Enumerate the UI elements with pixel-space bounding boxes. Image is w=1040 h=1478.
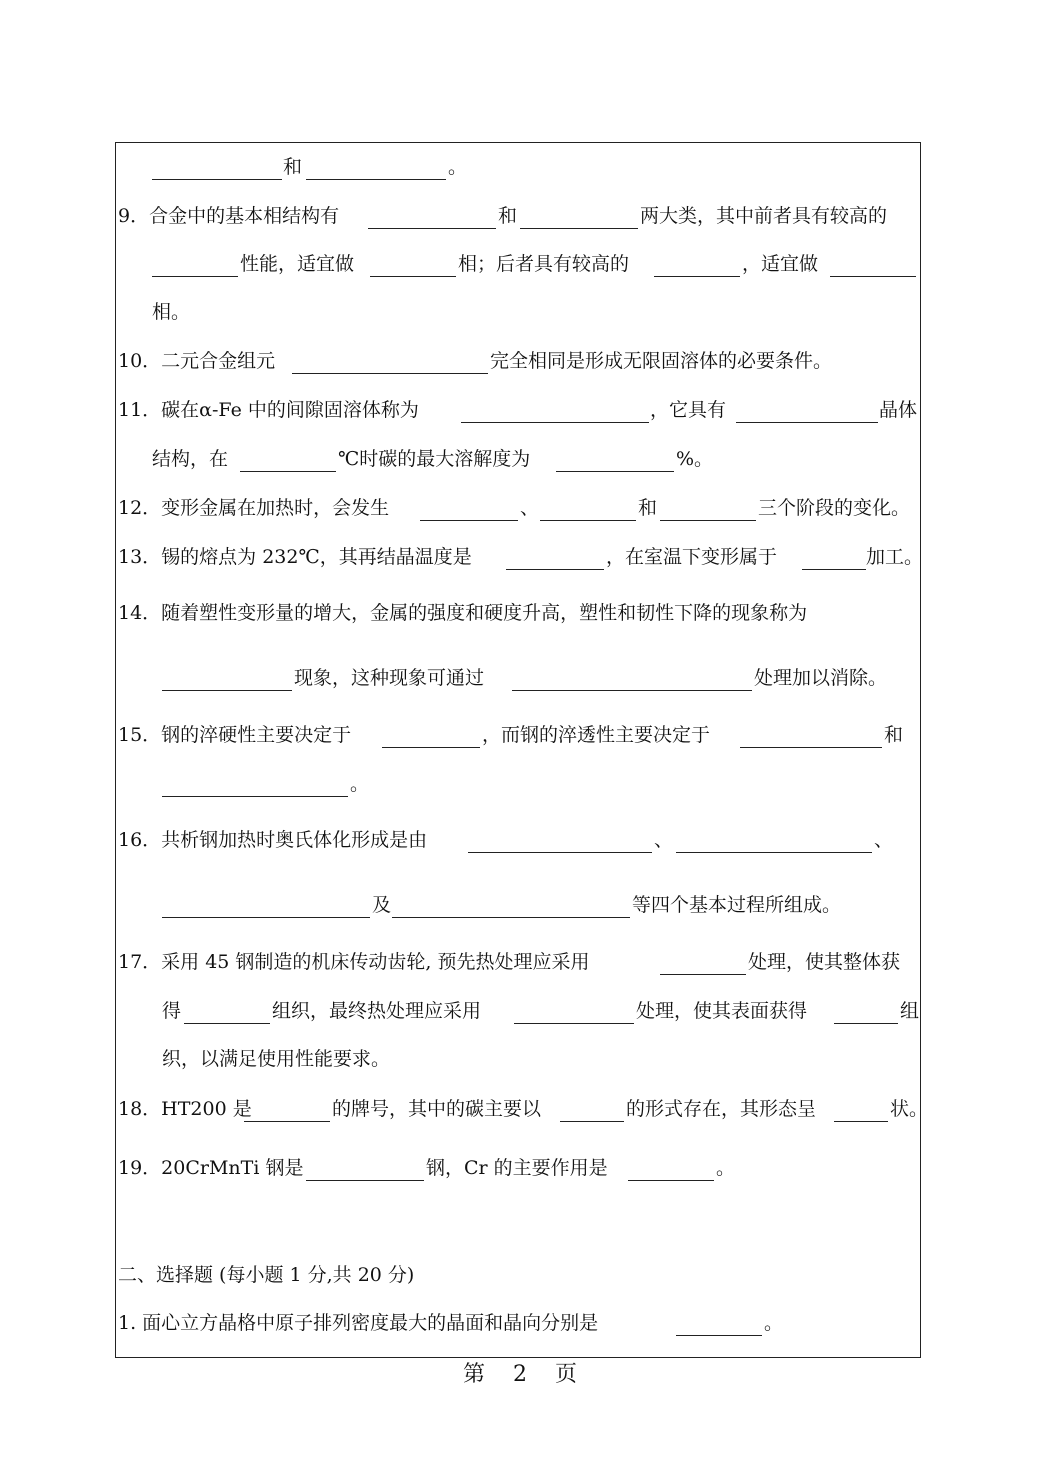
answer-blank[interactable] xyxy=(556,471,674,472)
question-text: 三个阶段的变化。 xyxy=(758,497,911,519)
question-text: 处理，使其表面获得 xyxy=(636,1000,808,1022)
answer-blank[interactable] xyxy=(540,520,636,521)
question-text: 。 xyxy=(448,156,468,178)
question-16-text: 16．共析钢加热时奥氏体化形成是由 xyxy=(118,829,428,851)
question-text: 组织，最终热处理应采用 xyxy=(272,1000,482,1022)
question-text: 和 xyxy=(283,156,303,178)
question-text: 钢，Cr 的主要作用是 xyxy=(426,1157,608,1179)
answer-blank[interactable] xyxy=(184,1023,270,1024)
question-text: ，在室温下变形属于 xyxy=(606,546,778,568)
question-text: 、 xyxy=(654,829,674,851)
question-text: 状。 xyxy=(890,1098,929,1120)
question-19-text: 19．20CrMnTi 钢是 xyxy=(118,1157,304,1179)
answer-blank[interactable] xyxy=(506,569,604,570)
answer-blank[interactable] xyxy=(292,373,488,374)
question-text: 。 xyxy=(716,1157,736,1179)
answer-blank[interactable] xyxy=(152,276,238,277)
question-text: 处理，使其整体获 xyxy=(748,951,901,973)
question-text: 和 xyxy=(884,724,904,746)
question-text: 和 xyxy=(638,497,658,519)
question-text: 现象，这种现象可通过 xyxy=(294,667,485,689)
question-13-text: 13．锡的熔点为 232℃，其再结晶温度是 xyxy=(118,546,472,568)
question-text: 。 xyxy=(764,1312,784,1334)
question-text: 。 xyxy=(350,773,370,795)
question-text: 的形式存在，其形态呈 xyxy=(626,1098,817,1120)
answer-blank[interactable] xyxy=(244,1121,330,1122)
question-text: 完全相同是形成无限固溶体的必要条件。 xyxy=(490,350,833,372)
question-12-text: 12．变形金属在加热时，会发生 xyxy=(118,497,390,519)
answer-blank[interactable] xyxy=(676,852,872,853)
question-text: ℃时碳的最大溶解度为 xyxy=(338,448,531,470)
answer-blank[interactable] xyxy=(306,179,446,180)
answer-blank[interactable] xyxy=(802,569,866,570)
answer-blank[interactable] xyxy=(370,276,456,277)
question-text: 等四个基本过程所组成。 xyxy=(632,894,842,916)
answer-blank[interactable] xyxy=(368,228,496,229)
answer-blank[interactable] xyxy=(660,520,756,521)
answer-blank[interactable] xyxy=(461,422,649,423)
answer-blank[interactable] xyxy=(162,690,292,691)
answer-blank[interactable] xyxy=(676,1335,762,1336)
question-text: 及 xyxy=(372,894,392,916)
question-text: 、 xyxy=(874,829,894,851)
answer-blank[interactable] xyxy=(520,228,638,229)
answer-blank[interactable] xyxy=(834,1121,888,1122)
question-17-text: 17．采用 45 钢制造的机床传动齿轮, 预先热处理应采用 xyxy=(118,951,590,973)
question-text: 织，以满足使用性能要求。 xyxy=(162,1048,391,1070)
question-text: 、 xyxy=(520,497,540,519)
answer-blank[interactable] xyxy=(736,422,878,423)
answer-blank[interactable] xyxy=(830,276,916,277)
question-text: 的牌号，其中的碳主要以 xyxy=(332,1098,542,1120)
section-2-title: 二、选择题 (每小题 1 分,共 20 分) xyxy=(118,1264,415,1286)
question-10-text: 10．二元合金组元 xyxy=(118,350,276,372)
page-label-ye: 页 xyxy=(555,1362,578,1387)
answer-blank[interactable] xyxy=(152,179,282,180)
answer-blank[interactable] xyxy=(512,690,752,691)
question-text: 性能，适宜做 xyxy=(240,253,355,275)
answer-blank[interactable] xyxy=(740,747,882,748)
answer-blank[interactable] xyxy=(392,917,630,918)
question-text: 处理加以消除。 xyxy=(754,667,888,689)
question-text: 得 xyxy=(162,1000,182,1022)
question-text: ，它具有 xyxy=(650,399,727,421)
question-9-text: 9．合金中的基本相结构有 xyxy=(118,205,340,227)
question-text: 加工。 xyxy=(866,546,924,568)
question-text: 晶体 xyxy=(879,399,918,421)
page-number-value: 2 xyxy=(513,1362,527,1387)
question-text: 相；后者具有较高的 xyxy=(458,253,630,275)
question-text: 两大类，其中前者具有较高的 xyxy=(640,205,888,227)
question-text: 结构，在 xyxy=(152,448,229,470)
question-text: 和 xyxy=(498,205,518,227)
answer-blank[interactable] xyxy=(514,1023,634,1024)
question-14-text: 14．随着塑性变形量的增大，金属的强度和硬度升高，塑性和韧性下降的现象称为 xyxy=(118,602,808,624)
answer-blank[interactable] xyxy=(240,471,336,472)
question-text: 相。 xyxy=(152,301,191,323)
page-label-di: 第 xyxy=(462,1362,485,1387)
question-text: ，适宜做 xyxy=(742,253,819,275)
question-18-text: 18．HT200 是 xyxy=(118,1098,252,1120)
mc-question-1-text: 1. 面心立方晶格中原子排列密度最大的晶面和晶向分别是 xyxy=(118,1312,599,1334)
page-number xyxy=(0,1361,1040,1389)
answer-blank[interactable] xyxy=(660,974,746,975)
answer-blank[interactable] xyxy=(420,520,518,521)
answer-blank[interactable] xyxy=(560,1121,624,1122)
answer-blank[interactable] xyxy=(628,1180,714,1181)
answer-blank[interactable] xyxy=(468,852,652,853)
answer-blank[interactable] xyxy=(306,1180,424,1181)
question-text: 组 xyxy=(900,1000,920,1022)
answer-blank[interactable] xyxy=(834,1023,898,1024)
answer-blank[interactable] xyxy=(654,276,740,277)
question-11-text: 11．碳在α-Fe 中的间隙固溶体称为 xyxy=(118,399,419,421)
question-text: ，而钢的淬透性主要决定于 xyxy=(482,724,711,746)
answer-blank[interactable] xyxy=(382,747,480,748)
question-text: %。 xyxy=(676,448,714,470)
answer-blank[interactable] xyxy=(162,796,348,797)
answer-blank[interactable] xyxy=(162,917,370,918)
question-15-text: 15．钢的淬硬性主要决定于 xyxy=(118,724,352,746)
